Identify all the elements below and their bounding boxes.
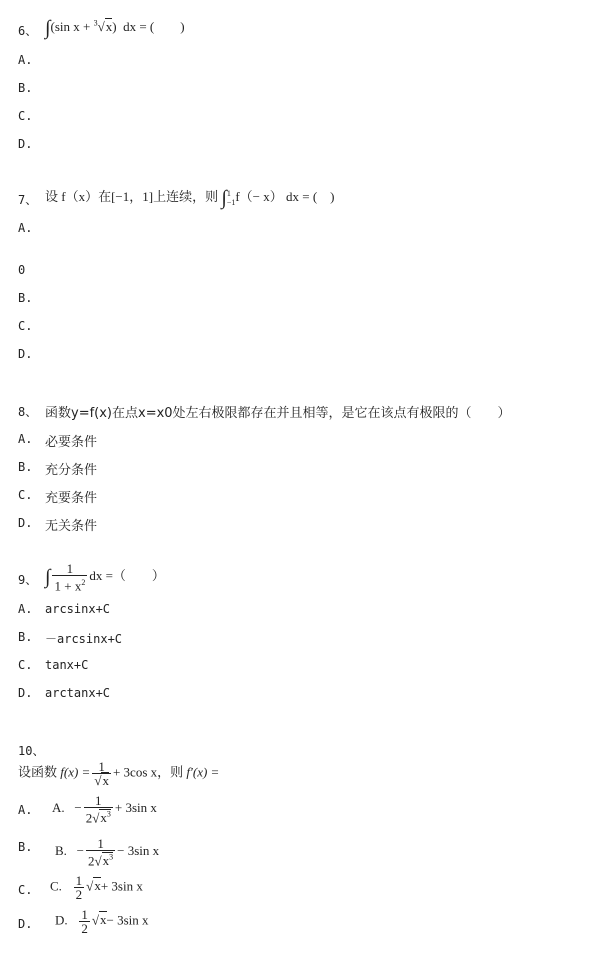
option-a-value: 0 xyxy=(18,263,26,277)
option-label: C. xyxy=(18,658,33,672)
option-label: A. xyxy=(18,432,33,446)
option-label: B. xyxy=(18,840,33,854)
fraction: $\frac{1}{1 + x^2}$ xyxy=(54,561,86,594)
option-label: A. xyxy=(18,602,33,616)
option-label: D. xyxy=(18,917,33,931)
option-text: tanx+C xyxy=(45,658,89,672)
fraction: $\frac{1}{√x}$ xyxy=(94,759,109,788)
fraction: $\frac{1}{2}$ xyxy=(75,873,83,902)
option-label: D. xyxy=(18,347,33,361)
option-text: arctanx+C xyxy=(45,686,111,700)
option-label: D. xyxy=(18,516,33,530)
option-d-expression: D. $\frac{1}{2}$ √x− 3sin x xyxy=(55,907,149,936)
option-label: D. xyxy=(18,137,33,151)
option-label: D. xyxy=(18,686,33,700)
option-label: B. xyxy=(18,630,33,644)
option-text: 充分条件 xyxy=(45,463,98,478)
question-number: 7、 xyxy=(18,193,38,207)
option-label: A. xyxy=(18,221,33,235)
fraction: $\frac{1}{2√x^3}$ xyxy=(88,836,114,869)
question-number: 8、 xyxy=(18,405,38,419)
fraction: $\frac{1}{2}$ xyxy=(81,907,88,936)
option-text: arcsinx+C xyxy=(45,602,111,616)
question-number: 10、 xyxy=(18,744,45,758)
fraction: $\frac{1}{2√x^3}$ xyxy=(85,793,111,826)
option-label: C. xyxy=(18,319,33,333)
option-label: C. xyxy=(18,109,33,123)
option-label: C. xyxy=(18,488,33,502)
option-label: B. xyxy=(18,291,33,305)
option-label: B. xyxy=(18,81,33,95)
option-text: 必要条件 xyxy=(45,435,98,450)
answer-blank: ( ) xyxy=(149,19,185,34)
option-text: 充要条件 xyxy=(45,491,98,506)
question-stem: 函数y=f(x)在点x=x0处左右极限都存在并且相等，是它在该点有极限的（ ） xyxy=(45,406,511,421)
question-6-expression: ∫(sin x + $^3$√x) dx = ( ) xyxy=(45,17,185,40)
option-label: B. xyxy=(18,460,33,474)
question-10-stem: 设函数 f(x) = $\frac{1}{√x}$ + 3cos x，则 f′(x) = xyxy=(18,759,220,788)
option-label: C. xyxy=(18,883,33,897)
option-label: A. xyxy=(18,803,33,817)
option-label: A. xyxy=(18,53,33,67)
answer-blank: =（ ） xyxy=(105,568,165,584)
option-c-expression: C. $\frac{1}{2}$ √x+ 3sin x xyxy=(50,873,143,902)
question-number: 9、 xyxy=(18,573,38,587)
option-b-expression: B. − $\frac{1}{2√x^3}$ − 3sin x xyxy=(55,836,160,869)
question-9-expression: ∫ $\frac{1}{1 + x^2}$ dx =（ ） xyxy=(45,561,165,594)
option-text: －arcsinx+C xyxy=(45,632,123,646)
option-a-expression: A. − $\frac{1}{2√x^3}$ + 3sin x xyxy=(52,793,157,826)
question-number: 6、 xyxy=(18,24,38,38)
question-7-expression: 设 f（x）在[−1，1]上连续，则 ∫ 1 −1 f（− x） dx = ( ) xyxy=(45,187,335,210)
option-text: 无关条件 xyxy=(45,519,98,534)
